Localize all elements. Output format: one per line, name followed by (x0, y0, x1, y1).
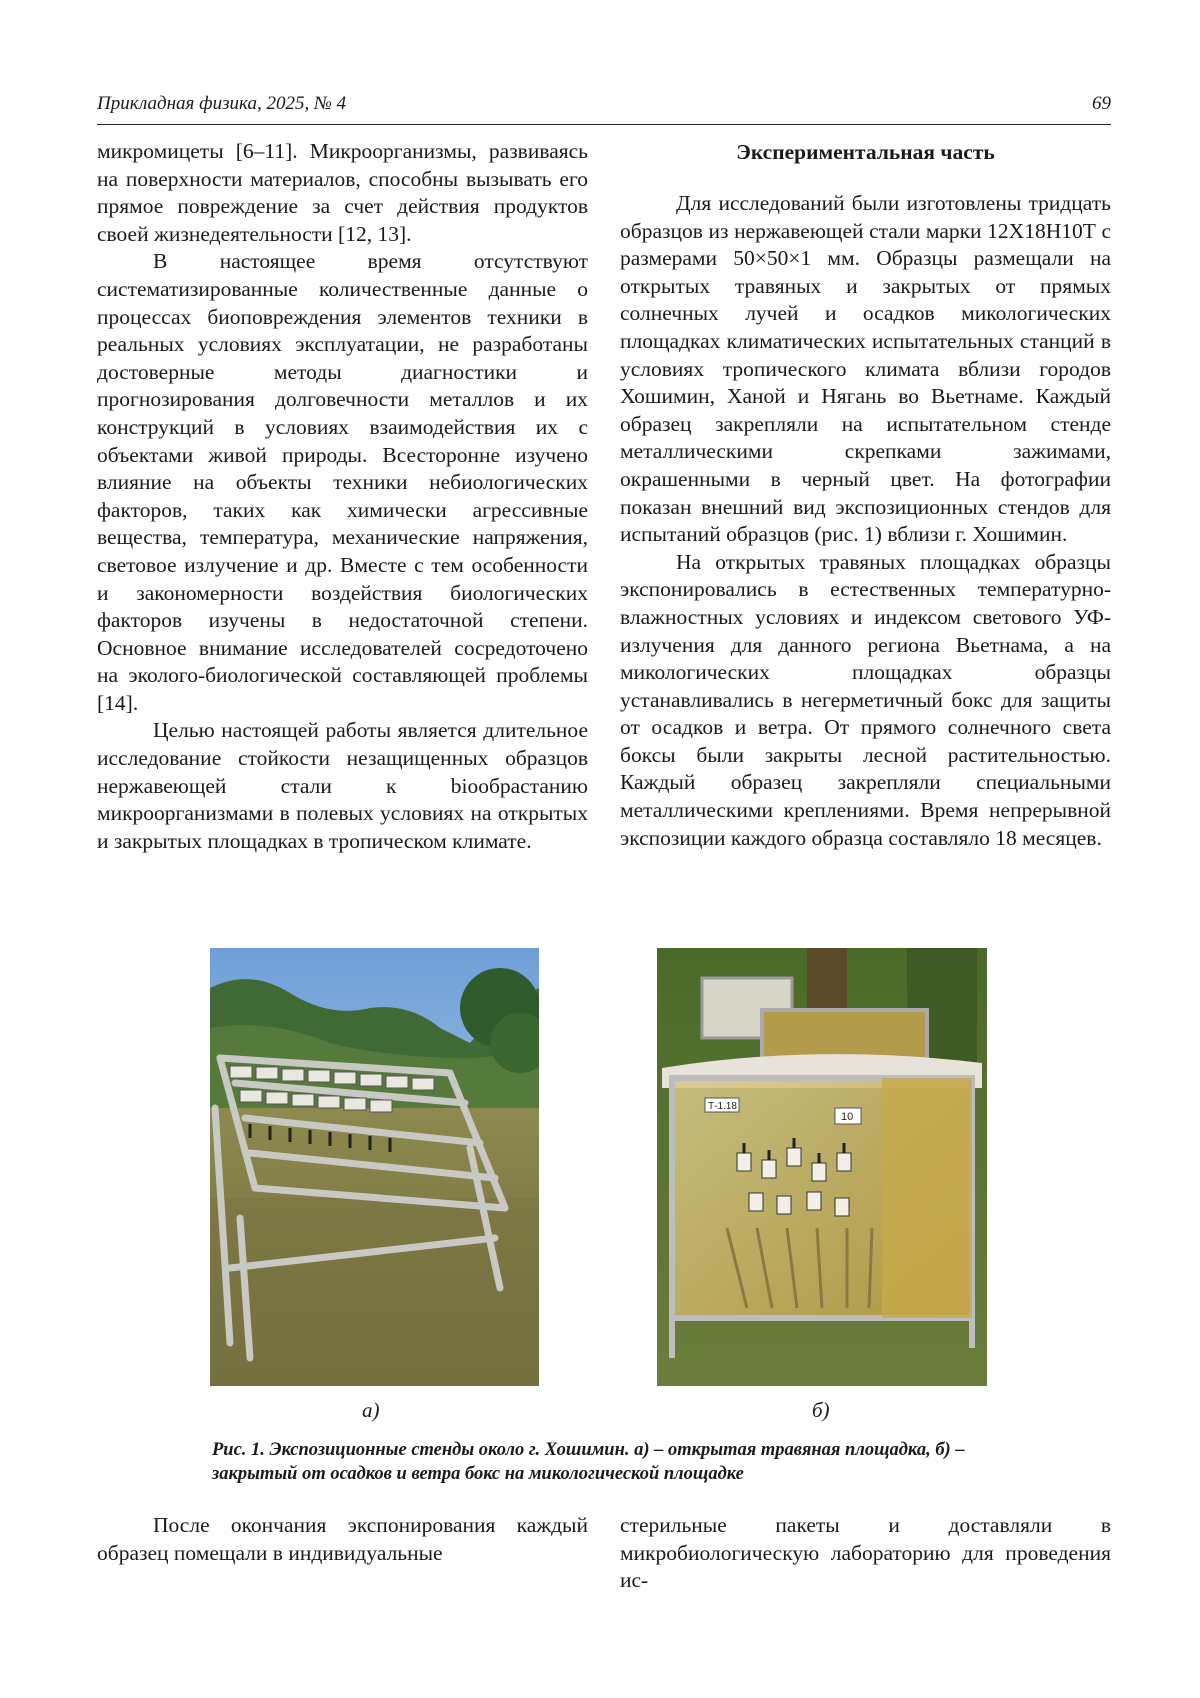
bottom-left-column (97, 1512, 588, 1567)
right-column (620, 138, 1111, 852)
right-paragraph-1: Для исследований были изготовлены тридцать образцов из нержавеющей стали марки 12Х18Н10Т с размерами 50×50×1 мм. Образцы размещали на открытых травяных и закрытых от прямых солнечных лучей и осадков микологических площадках климатических испытательных станций в условиях тропического климата вблизи городов Хошимин, Ханой и Нягань во Вьетнаме. Каждый образец закрепляли на испытательном стенде металлическими скрепками зажимами, окрашенными в черный цвет. На фотографии показан внешний вид экспозиционных стендов для испытаний образцов (рис. 1) вблизи г. Хошимин. (620, 191, 1111, 547)
sample-tag-10: 10 (841, 1111, 854, 1123)
figure-label-a: а) (362, 1398, 380, 1422)
figure-caption: Рис. 1. Экспозиционные стенды около г. Хошимин. а) – открытая травяная площадка, б) – закрытый от осадков и ветра бокс на микологической площадке (212, 1440, 965, 1484)
figure-label-b: б) (812, 1398, 830, 1422)
page-number: 69 (1092, 93, 1111, 114)
section-title: Экспериментальная часть (736, 140, 995, 164)
bottom-right-column (620, 1512, 1111, 1595)
photo-open-grass-stand (210, 948, 539, 1386)
left-paragraph-3: Целью настоящей работы является длительное исследование стойкости незащищенных образцов нержавеющей стали к biообрастанию микроорганизмами в полевых условиях на открытых и закрытых площадках в тропическом климате. (97, 718, 588, 853)
left-paragraph-2: В настоящее время отсутствуют систематизированные количественные данные о процессах биоповреждения элементов техники в реальных условиях эксплуатации, не разработаны достоверные методы диагностики и прогнозирования долговечности металлов и их конструкций в условиях взаимодействия их с объектами живой природы. Всесторонне изучено влияние на объекты техники небиологических факторов, таких как химически агрессивные вещества, температура, механические напряжения, световое излучение и др. Вместе с тем особенности и закономерности воздействия биологических факторов изучены в недостаточной степени. Основное внимание исследователей сосредоточено на эколого-биологической составляющей проблемы [14]. (97, 249, 588, 715)
bottom-right-paragraph: стерильные пакеты и доставляли в микробиологическую лабораторию для проведения ис- (620, 1513, 1111, 1593)
left-column (97, 138, 588, 855)
journal-title: Прикладная физика, 2025, № 4 (97, 93, 347, 114)
header-rule (97, 124, 1111, 125)
bottom-left-paragraph: После окончания экспонирования каждый образец помещали в индивидуальные (97, 1513, 588, 1565)
photo-mycological-box (657, 948, 987, 1386)
sample-tag-t118: Т-1.18 (708, 1101, 737, 1112)
right-paragraph-2: На открытых травяных площадках образцы экспонировались в естественных температурно-влажностных условиях и индексом светового УФ-излучения для данного региона Вьетнама, а на микологических площадках образцы устанавливались в негерметичный бокс для защиты от осадков и ветра. От прямого солнечного света боксы были закрыты лесной растительностью. Каждый образец закрепляли специальными металлическими креплениями. Время непрерывной экспозиции каждого образца составляло 18 месяцев. (620, 549, 1111, 850)
running-header (97, 92, 1111, 116)
left-paragraph-1: микромицеты [6–11]. Микроорганизмы, развиваясь на поверхности материалов, способны вызывать его прямое повреждение за счет действия продуктов своей жизнедеятельности [12, 13]. (97, 139, 588, 246)
